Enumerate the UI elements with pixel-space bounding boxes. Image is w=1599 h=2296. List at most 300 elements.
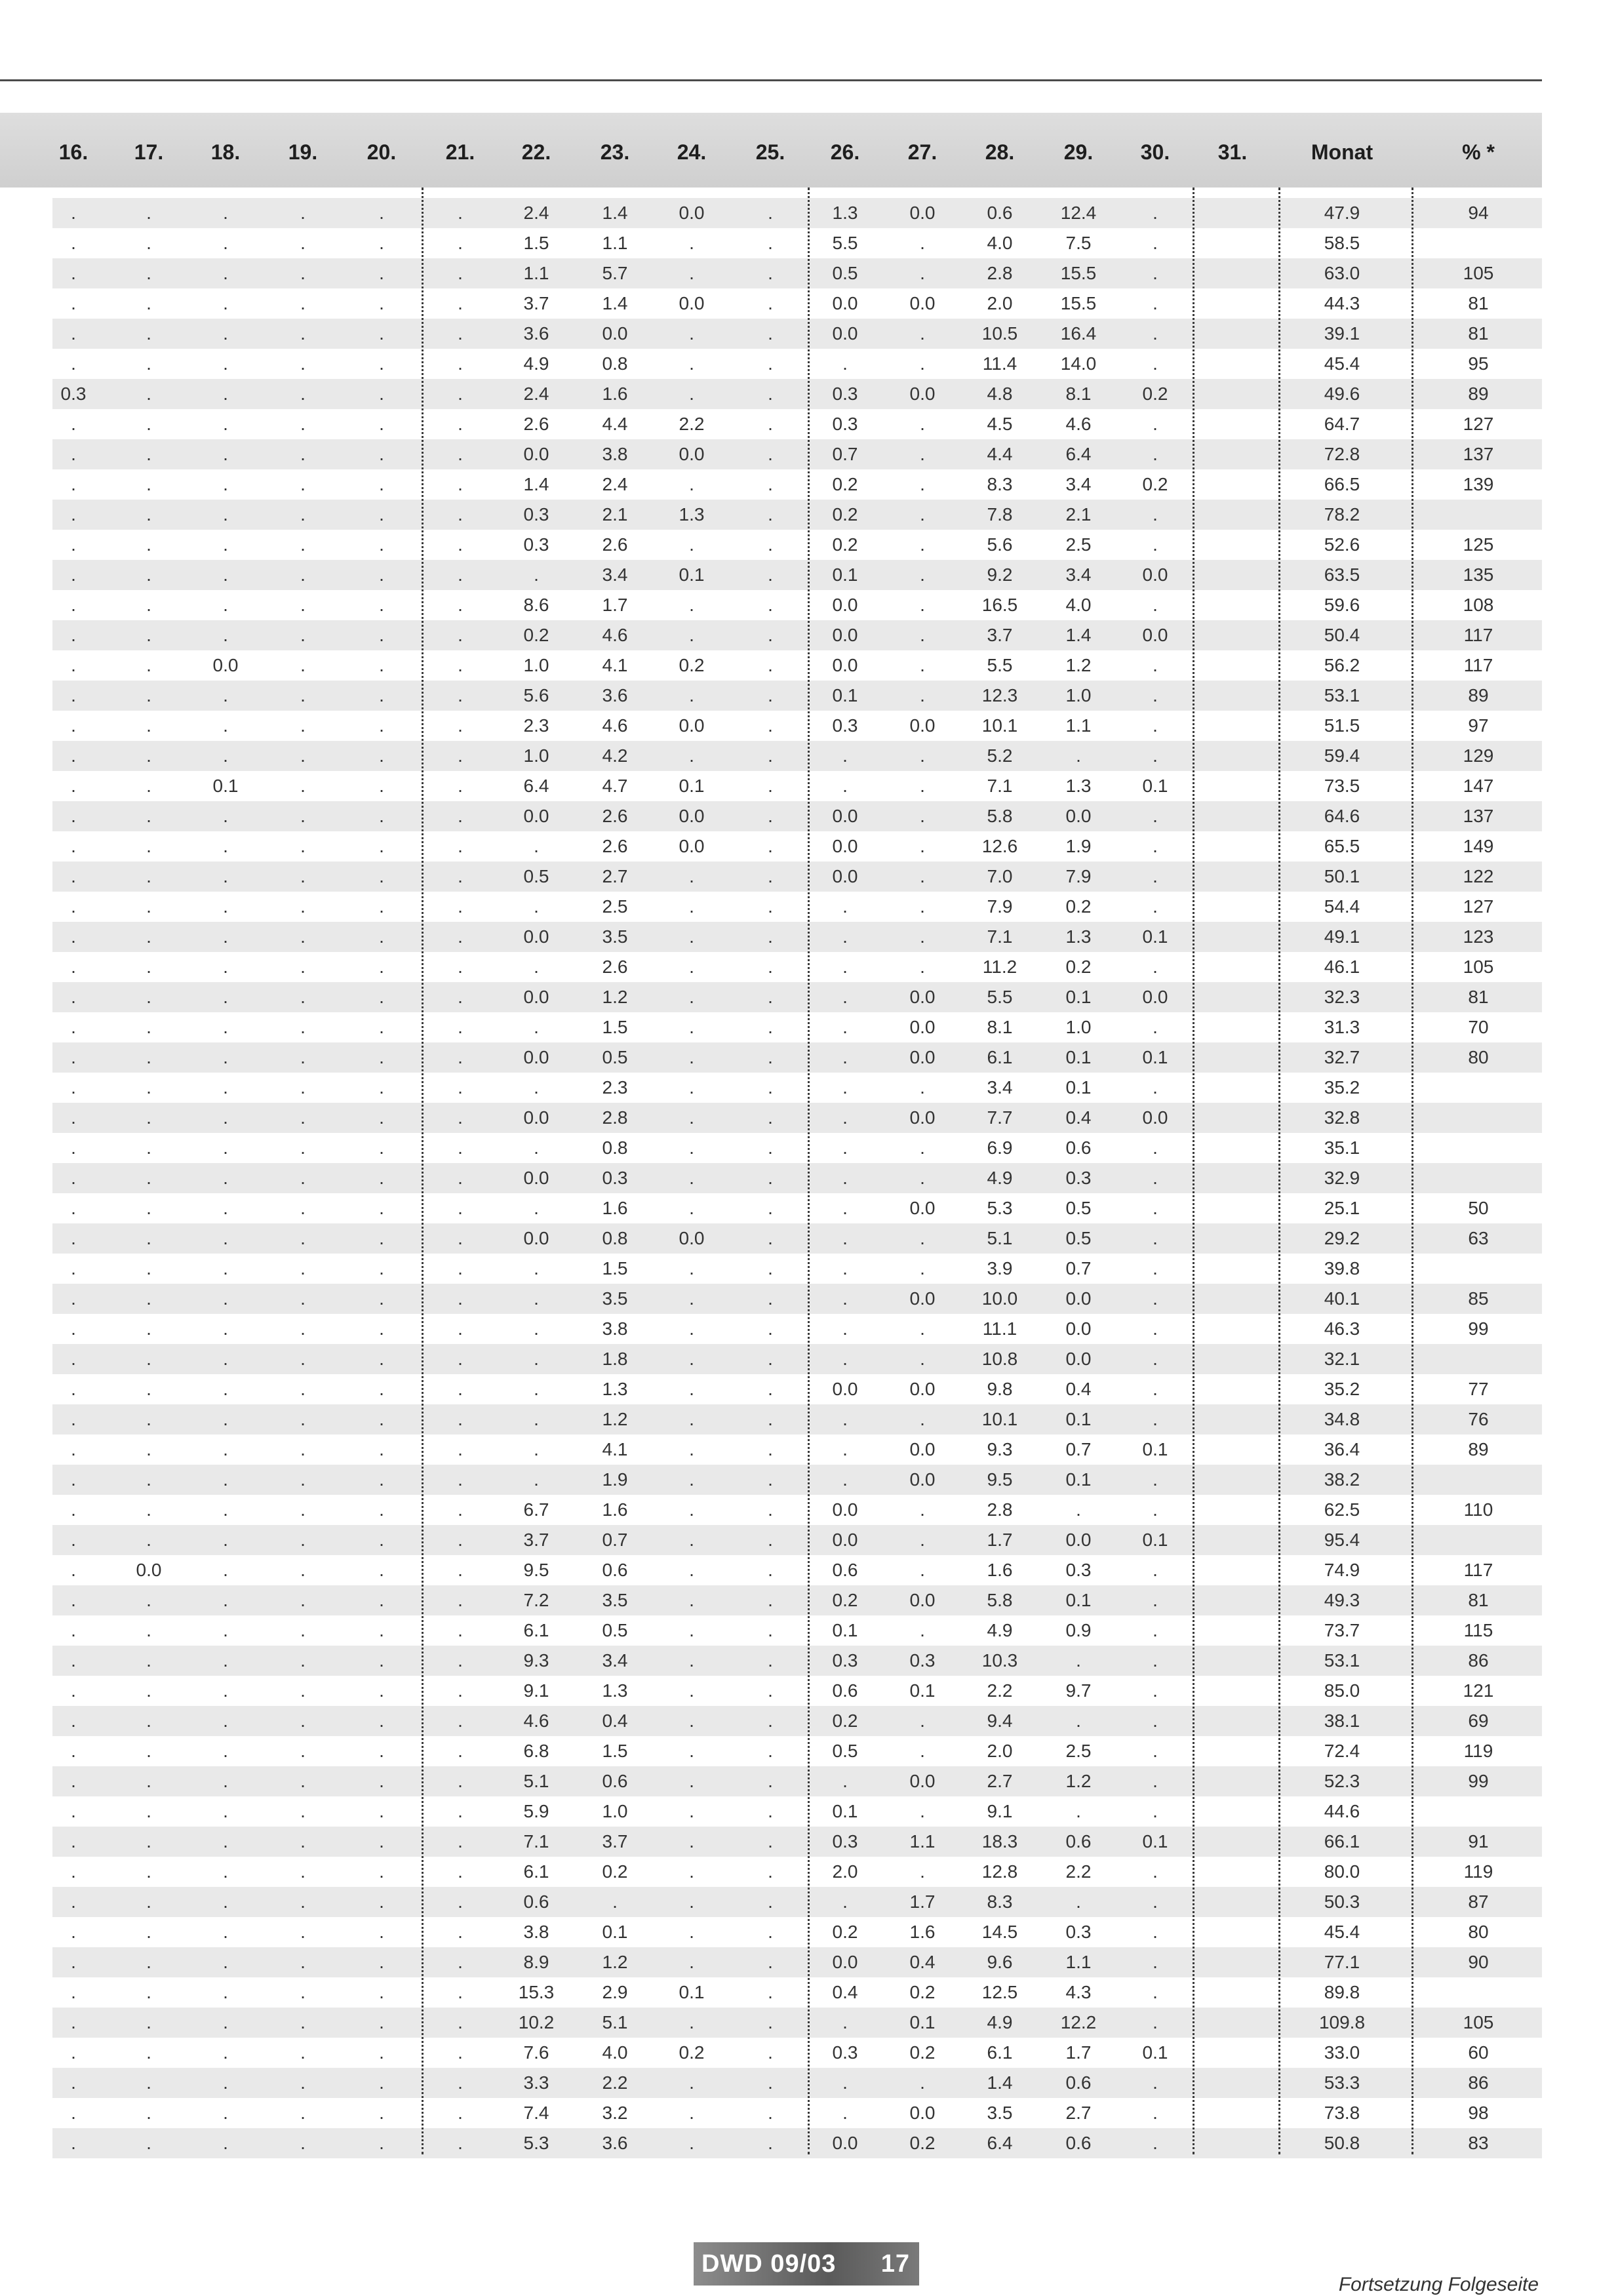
cell-day-17: .: [146, 1469, 151, 1490]
cell-day-18: .: [223, 1831, 228, 1851]
cell-day-29: 2.5: [1065, 1741, 1092, 1761]
cell-day-16: .: [71, 564, 76, 585]
cell-day-21: .: [458, 1138, 463, 1158]
cell-day-18: .: [223, 1138, 228, 1158]
cell-day-26: 2.0: [832, 1861, 858, 1882]
cell-day-22: 5.1: [523, 1771, 549, 1791]
cell-day-27: .: [920, 263, 925, 283]
cell-day-16: .: [71, 1047, 76, 1067]
table-row: [52, 1887, 1542, 1917]
table-row: [52, 650, 1542, 681]
cell-day-27: .: [920, 1741, 925, 1761]
cell-day-27: .: [920, 1620, 925, 1640]
cell-day-22: 6.7: [523, 1499, 549, 1520]
cell-day-25: .: [768, 534, 773, 555]
cell-day-19: .: [300, 1349, 306, 1369]
cell-day-28: 6.1: [987, 1047, 1013, 1067]
cell-day-20: .: [379, 1680, 384, 1701]
cell-day-19: .: [300, 1138, 306, 1158]
cell-day-30: .: [1153, 1228, 1158, 1248]
cell-day-17: .: [146, 2133, 151, 2153]
cell-day-28: 6.4: [987, 2133, 1013, 2153]
cell-day-21: .: [458, 866, 463, 886]
cell-percent: 86: [1468, 2072, 1489, 2093]
cell-monat: 32.3: [1324, 987, 1360, 1007]
cell-monat: 44.3: [1324, 293, 1360, 313]
cell-day-22: 0.6: [523, 1891, 549, 1912]
cell-day-29: 0.2: [1065, 957, 1092, 977]
cell-day-25: .: [768, 1560, 773, 1580]
cell-day-29: 0.9: [1065, 1620, 1092, 1640]
cell-day-24: .: [689, 1560, 694, 1580]
table-row: [52, 1374, 1542, 1404]
cell-day-25: .: [768, 1138, 773, 1158]
cell-day-26: .: [842, 1771, 848, 1791]
cell-day-30: .: [1153, 1620, 1158, 1640]
cell-day-24: 0.0: [679, 444, 705, 464]
cell-day-26: .: [842, 1288, 848, 1309]
cell-day-30: 0.2: [1142, 474, 1168, 494]
cell-day-30: 0.0: [1142, 987, 1168, 1007]
cell-day-26: 0.3: [832, 715, 858, 736]
cell-day-26: .: [842, 2103, 848, 2123]
cell-day-18: .: [223, 987, 228, 1007]
cell-day-19: .: [300, 685, 306, 705]
cell-day-17: .: [146, 323, 151, 344]
cell-day-18: .: [223, 1620, 228, 1640]
cell-day-20: .: [379, 414, 384, 434]
cell-day-30: .: [1153, 866, 1158, 886]
cell-day-30: .: [1153, 1168, 1158, 1188]
cell-day-26: 0.0: [832, 293, 858, 313]
cell-day-29: 0.7: [1065, 1258, 1092, 1278]
cell-monat: 89.8: [1324, 1982, 1360, 2002]
cell-day-27: 0.2: [909, 2133, 936, 2153]
cell-day-18: .: [223, 1530, 228, 1550]
cell-day-24: .: [689, 2072, 694, 2093]
cell-day-21: .: [458, 836, 463, 856]
cell-day-22: .: [534, 564, 539, 585]
cell-day-25: .: [768, 414, 773, 434]
cell-day-21: .: [458, 444, 463, 464]
table-row: [52, 620, 1542, 650]
cell-day-26: .: [842, 1439, 848, 1459]
cell-day-28: 8.3: [987, 1891, 1013, 1912]
header-day-18: 18.: [210, 140, 241, 164]
cell-day-25: .: [768, 2042, 773, 2063]
cell-day-22: 6.8: [523, 1741, 549, 1761]
cell-percent: 121: [1463, 1680, 1494, 1701]
cell-day-19: .: [300, 1047, 306, 1067]
cell-day-29: .: [1076, 1650, 1081, 1671]
cell-day-18: .: [223, 2072, 228, 2093]
cell-day-23: 3.5: [602, 1590, 628, 1610]
cell-day-16: .: [71, 444, 76, 464]
table-row: [52, 922, 1542, 952]
cell-day-17: 0.0: [136, 1560, 162, 1580]
cell-day-26: .: [842, 1047, 848, 1067]
cell-day-24: .: [689, 1168, 694, 1188]
header-day-31: 31.: [1217, 140, 1248, 164]
cell-day-29: 0.0: [1065, 1349, 1092, 1369]
cell-day-19: .: [300, 1228, 306, 1248]
cell-day-21: .: [458, 1288, 463, 1309]
cell-day-19: .: [300, 1318, 306, 1339]
cell-day-24: 0.2: [679, 655, 705, 675]
cell-monat: 49.1: [1324, 926, 1360, 947]
cell-day-24: .: [689, 1530, 694, 1550]
cell-day-20: .: [379, 1711, 384, 1731]
cell-day-22: 0.2: [523, 625, 549, 645]
cell-day-26: 0.1: [832, 564, 858, 585]
cell-day-25: .: [768, 1620, 773, 1640]
table-row: [52, 1133, 1542, 1163]
cell-day-27: .: [920, 776, 925, 796]
cell-day-16: .: [71, 293, 76, 313]
cell-day-24: .: [689, 1258, 694, 1278]
cell-day-30: 0.1: [1142, 776, 1168, 796]
cell-day-18: .: [223, 745, 228, 766]
cell-day-28: 9.3: [987, 1439, 1013, 1459]
top-rule: [0, 79, 1542, 81]
cell-day-25: .: [768, 896, 773, 917]
cell-percent: 63: [1468, 1228, 1489, 1248]
cell-day-28: 3.5: [987, 2103, 1013, 2123]
cell-day-27: .: [920, 1560, 925, 1580]
cell-day-17: .: [146, 806, 151, 826]
cell-day-28: 9.5: [987, 1469, 1013, 1490]
cell-day-23: 3.5: [602, 926, 628, 947]
cell-percent: 81: [1468, 323, 1489, 344]
cell-day-23: 4.0: [602, 2042, 628, 2063]
cell-day-19: .: [300, 2042, 306, 2063]
cell-day-16: .: [71, 715, 76, 736]
cell-day-18: .: [223, 233, 228, 253]
cell-day-30: .: [1153, 1318, 1158, 1339]
cell-day-23: 2.1: [602, 504, 628, 525]
cell-day-24: .: [689, 2012, 694, 2032]
cell-day-29: 4.3: [1065, 1982, 1092, 2002]
cell-day-24: .: [689, 1861, 694, 1882]
cell-day-20: .: [379, 2072, 384, 2093]
cell-day-29: 8.1: [1065, 384, 1092, 404]
cell-day-19: .: [300, 776, 306, 796]
cell-day-25: .: [768, 1047, 773, 1067]
cell-percent: 137: [1463, 806, 1494, 826]
cell-day-18: .: [223, 685, 228, 705]
cell-day-21: .: [458, 1891, 463, 1912]
cell-day-16: .: [71, 1922, 76, 1942]
cell-day-19: .: [300, 1017, 306, 1037]
cell-day-23: 2.3: [602, 1077, 628, 1098]
cell-day-20: .: [379, 1379, 384, 1399]
cell-day-23: 1.2: [602, 1409, 628, 1429]
cell-percent: 90: [1468, 1952, 1489, 1972]
cell-day-20: .: [379, 384, 384, 404]
cell-day-24: 2.2: [679, 414, 705, 434]
cell-day-21: .: [458, 1379, 463, 1399]
cell-monat: 39.8: [1324, 1258, 1360, 1278]
cell-day-27: .: [920, 1861, 925, 1882]
cell-monat: 64.6: [1324, 806, 1360, 826]
cell-monat: 73.8: [1324, 2103, 1360, 2123]
cell-day-18: .: [223, 1107, 228, 1128]
cell-day-17: .: [146, 263, 151, 283]
cell-day-20: .: [379, 1409, 384, 1429]
cell-day-28: 2.7: [987, 1771, 1013, 1791]
cell-day-19: .: [300, 1831, 306, 1851]
table-row: [52, 409, 1542, 439]
cell-day-22: 1.4: [523, 474, 549, 494]
cell-percent: 85: [1468, 1288, 1489, 1309]
cell-day-25: .: [768, 595, 773, 615]
cell-day-17: .: [146, 1771, 151, 1791]
cell-day-21: .: [458, 1771, 463, 1791]
cell-day-22: 4.9: [523, 353, 549, 374]
cell-day-26: 0.3: [832, 2042, 858, 2063]
cell-day-27: 0.3: [909, 1650, 936, 1671]
cell-day-21: .: [458, 2133, 463, 2153]
cell-day-27: .: [920, 957, 925, 977]
cell-day-21: .: [458, 776, 463, 796]
cell-day-16: .: [71, 1138, 76, 1158]
cell-day-22: 4.6: [523, 1711, 549, 1731]
cell-day-29: 0.1: [1065, 1077, 1092, 1098]
cell-day-24: .: [689, 534, 694, 555]
cell-day-26: 0.6: [832, 1560, 858, 1580]
cell-day-25: .: [768, 1168, 773, 1188]
cell-day-30: .: [1153, 2103, 1158, 2123]
cell-day-16: .: [71, 1861, 76, 1882]
cell-day-29: 16.4: [1060, 323, 1097, 344]
cell-day-28: 11.2: [982, 957, 1017, 977]
cell-day-20: .: [379, 2042, 384, 2063]
cell-day-27: 0.0: [909, 1288, 936, 1309]
cell-day-20: .: [379, 1922, 384, 1942]
cell-day-26: 0.0: [832, 836, 858, 856]
cell-day-23: 4.1: [602, 1439, 628, 1459]
cell-day-17: .: [146, 1379, 151, 1399]
cell-day-25: .: [768, 1952, 773, 1972]
cell-day-26: 0.1: [832, 685, 858, 705]
cell-day-21: .: [458, 353, 463, 374]
cell-day-16: .: [71, 1349, 76, 1369]
cell-day-19: .: [300, 1922, 306, 1942]
cell-day-29: 1.9: [1065, 836, 1092, 856]
cell-day-21: .: [458, 2103, 463, 2123]
cell-day-24: .: [689, 1499, 694, 1520]
cell-day-24: .: [689, 1741, 694, 1761]
cell-day-27: 1.6: [909, 1922, 936, 1942]
cell-day-21: .: [458, 1620, 463, 1640]
cell-day-22: .: [534, 957, 539, 977]
cell-day-16: .: [71, 896, 76, 917]
cell-day-21: .: [458, 323, 463, 344]
cell-day-20: .: [379, 1168, 384, 1188]
cell-day-18: .: [223, 353, 228, 374]
cell-day-20: .: [379, 655, 384, 675]
cell-day-16: .: [71, 1620, 76, 1640]
cell-day-30: .: [1153, 2012, 1158, 2032]
cell-day-18: .: [223, 926, 228, 947]
cell-percent: 108: [1463, 595, 1494, 615]
cell-day-19: .: [300, 806, 306, 826]
cell-day-18: .: [223, 1228, 228, 1248]
cell-day-30: .: [1153, 1077, 1158, 1098]
cell-monat: 36.4: [1324, 1439, 1360, 1459]
table-row: [52, 2128, 1542, 2158]
cell-day-20: .: [379, 2103, 384, 2123]
cell-monat: 53.3: [1324, 2072, 1360, 2093]
cell-day-17: .: [146, 1680, 151, 1701]
cell-day-20: .: [379, 1499, 384, 1520]
cell-day-20: .: [379, 1017, 384, 1037]
table-row: [52, 560, 1542, 590]
cell-percent: 99: [1468, 1318, 1489, 1339]
cell-day-30: .: [1153, 203, 1158, 223]
cell-day-25: .: [768, 1228, 773, 1248]
cell-day-24: 0.1: [679, 564, 705, 585]
table-row: [52, 1646, 1542, 1676]
cell-percent: 115: [1463, 1620, 1493, 1640]
cell-day-30: .: [1153, 1741, 1158, 1761]
cell-day-29: 14.0: [1060, 353, 1097, 374]
cell-day-17: .: [146, 685, 151, 705]
cell-day-18: .: [223, 595, 228, 615]
cell-day-20: .: [379, 534, 384, 555]
cell-day-17: .: [146, 1982, 151, 2002]
cell-day-17: .: [146, 926, 151, 947]
cell-percent: 119: [1463, 1741, 1493, 1761]
cell-day-16: .: [71, 1650, 76, 1671]
cell-day-18: .: [223, 1349, 228, 1369]
cell-day-16: .: [71, 2012, 76, 2032]
cell-day-29: .: [1076, 1711, 1081, 1731]
cell-day-30: .: [1153, 1711, 1158, 1731]
cell-day-27: .: [920, 414, 925, 434]
cell-percent: 87: [1468, 1891, 1489, 1912]
cell-day-22: .: [534, 1349, 539, 1369]
cell-monat: 49.3: [1324, 1590, 1360, 1610]
cell-day-16: .: [71, 987, 76, 1007]
cell-day-19: .: [300, 203, 306, 223]
cell-day-19: .: [300, 957, 306, 977]
cell-day-17: .: [146, 534, 151, 555]
cell-day-30: 0.2: [1142, 384, 1168, 404]
table-row: [52, 892, 1542, 922]
cell-percent: 81: [1468, 293, 1489, 313]
cell-monat: 59.4: [1324, 745, 1360, 766]
cell-day-21: .: [458, 595, 463, 615]
cell-monat: 50.8: [1324, 2133, 1360, 2153]
cell-day-22: 9.3: [523, 1650, 549, 1671]
cell-day-21: .: [458, 504, 463, 525]
cell-day-28: 2.2: [987, 1680, 1013, 1701]
cell-monat: 59.6: [1324, 595, 1360, 615]
cell-day-21: .: [458, 1499, 463, 1520]
cell-day-17: .: [146, 1861, 151, 1882]
cell-day-26: 0.0: [832, 866, 858, 886]
cell-day-23: 4.7: [602, 776, 628, 796]
cell-day-26: 0.2: [832, 1922, 858, 1942]
cell-day-29: 0.5: [1065, 1198, 1092, 1218]
cell-day-22: 0.0: [523, 1228, 549, 1248]
cell-day-20: .: [379, 263, 384, 283]
cell-day-25: .: [768, 1288, 773, 1309]
table-row: [52, 1344, 1542, 1374]
cell-day-23: 1.2: [602, 1952, 628, 1972]
cell-day-25: .: [768, 1499, 773, 1520]
cell-day-27: 0.1: [909, 1680, 936, 1701]
cell-day-21: .: [458, 957, 463, 977]
cell-day-24: .: [689, 1711, 694, 1731]
cell-day-26: .: [842, 1318, 848, 1339]
cell-day-20: .: [379, 715, 384, 736]
cell-day-22: 7.6: [523, 2042, 549, 2063]
cell-day-30: 0.1: [1142, 926, 1168, 947]
cell-percent: 105: [1463, 957, 1494, 977]
cell-day-28: 1.7: [987, 1530, 1013, 1550]
cell-day-28: 9.4: [987, 1711, 1013, 1731]
cell-day-26: .: [842, 1258, 848, 1278]
cell-day-23: 1.4: [602, 293, 628, 313]
cell-percent: 83: [1468, 2133, 1489, 2153]
cell-day-21: .: [458, 1077, 463, 1098]
cell-day-30: 0.1: [1142, 1530, 1168, 1550]
cell-day-19: .: [300, 1258, 306, 1278]
cell-day-28: 10.8: [981, 1349, 1018, 1369]
cell-day-22: 9.1: [523, 1680, 549, 1701]
cell-day-18: .: [223, 1379, 228, 1399]
cell-day-27: .: [920, 504, 925, 525]
cell-day-21: .: [458, 715, 463, 736]
cell-day-18: .: [223, 896, 228, 917]
cell-day-20: .: [379, 474, 384, 494]
cell-day-29: 0.3: [1065, 1168, 1092, 1188]
cell-day-18: .: [223, 1198, 228, 1218]
table-row: [52, 379, 1542, 409]
cell-day-17: .: [146, 504, 151, 525]
cell-percent: 69: [1468, 1711, 1489, 1731]
cell-day-21: .: [458, 2042, 463, 2063]
cell-day-17: .: [146, 233, 151, 253]
cell-day-28: 9.1: [987, 1801, 1013, 1821]
cell-day-22: .: [534, 1258, 539, 1278]
cell-monat: 53.1: [1324, 685, 1360, 705]
cell-day-19: .: [300, 2133, 306, 2153]
cell-day-25: .: [768, 2072, 773, 2093]
cell-day-26: 0.0: [832, 1499, 858, 1520]
cell-percent: 94: [1468, 203, 1489, 223]
cell-day-22: 10.2: [518, 2012, 555, 2032]
cell-day-17: .: [146, 1499, 151, 1520]
cell-day-22: 1.0: [523, 655, 549, 675]
cell-day-18: .: [223, 564, 228, 585]
cell-day-24: 0.0: [679, 293, 705, 313]
cell-day-30: .: [1153, 2072, 1158, 2093]
cell-day-20: .: [379, 685, 384, 705]
cell-day-23: 5.1: [602, 2012, 628, 2032]
cell-day-20: .: [379, 293, 384, 313]
cell-day-26: 0.4: [832, 1982, 858, 2002]
cell-day-30: .: [1153, 1198, 1158, 1218]
cell-day-28: 1.4: [987, 2072, 1013, 2093]
cell-day-29: 2.1: [1065, 504, 1092, 525]
cell-day-29: 1.7: [1065, 2042, 1092, 2063]
cell-day-19: .: [300, 595, 306, 615]
cell-day-16: .: [71, 957, 76, 977]
cell-day-22: .: [534, 1017, 539, 1037]
